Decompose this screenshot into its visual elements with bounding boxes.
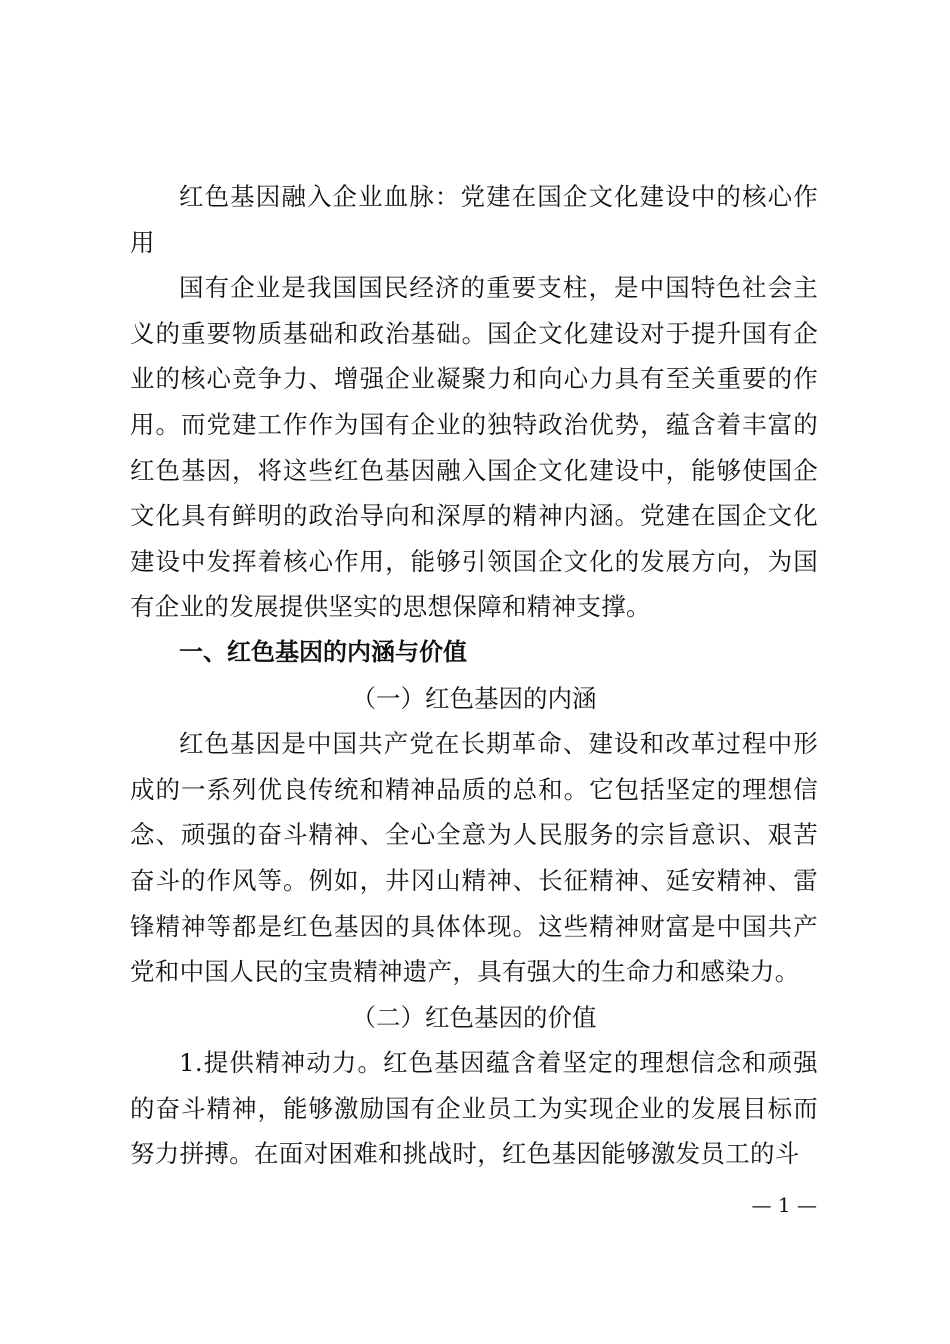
subsection-2-paragraph: 1.提供精神动力。红色基因蕴含着坚定的理想信念和顽强的奋斗精神，能够激励国有企业员工为实现企业的发展目标而努力拼搏。在面对困难和挑战时，红色基因能够激发员工的斗 [130,1048,818,1169]
document-body [130,174,818,1177]
subsection-heading-2: （二）红色基因的价值 [351,1002,597,1032]
subsection-heading-1: （一）红色基因的内涵 [351,683,597,713]
document-title: 红色基因融入企业血脉：党建在国企文化建设中的核心作用 [130,182,818,257]
intro-paragraph: 国有企业是我国国民经济的重要支柱，是中国特色社会主义的重要物质基础和政治基础。国企文化建设对于提升国有企业的核心竞争力、增强企业凝聚力和向心力具有至关重要的作用。而党建工作作为国有企业的独特政治优势，蕴含着丰富的红色基因，将这些红色基因融入国企文化建设中，能够使国企文化具有鲜明的政治导向和深厚的精神内涵。党建在国企文化建设中发挥着核心作用，能够引领国企文化的发展方向，为国有企业的发展提供坚实的思想保障和精神支撑。 [130,273,818,622]
subsection-1-paragraph: 红色基因是中国共产党在长期革命、建设和改革过程中形成的一系列优良传统和精神品质的总和。它包括坚定的理想信念、顽强的奋斗精神、全心全意为人民服务的宗旨意识、艰苦奋斗的作风等。例如，井冈山精神、长征精神、延安精神、雷锋精神等都是红色基因的具体体现。这些精神财富是中国共产党和中国人民的宝贵精神遗产，具有强大的生命力和感染力。 [130,729,818,987]
page-number: — 1 — [751,1193,817,1217]
section-heading-1: 一、红色基因的内涵与价值 [179,637,467,666]
